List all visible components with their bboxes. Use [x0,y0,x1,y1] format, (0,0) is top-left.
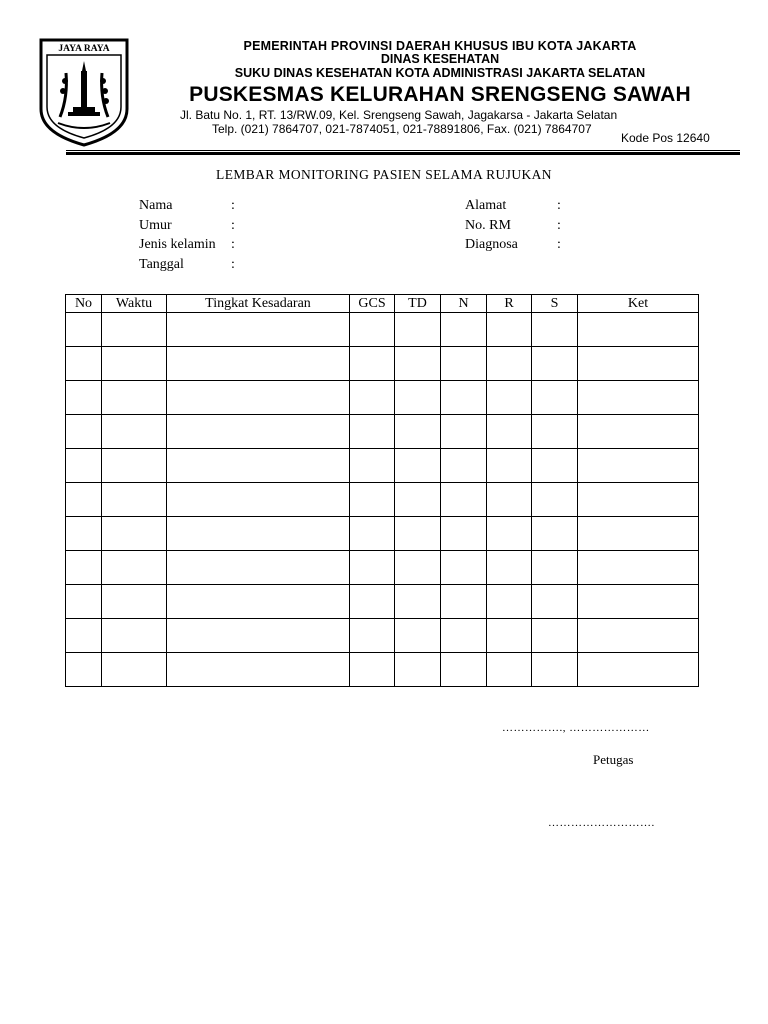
table-cell [487,313,532,347]
table-cell [167,483,350,517]
table-cell [578,483,699,517]
table-cell [66,449,102,483]
field-colon-diagnosa: : [557,237,561,252]
table-cell [66,551,102,585]
letterhead-divider-thin [66,150,740,151]
column-header-gcs: GCS [350,295,395,313]
table-cell [578,551,699,585]
jakarta-emblem-logo [38,37,130,147]
institution-name: PUSKESMAS KELURAHAN SRENGSENG SAWAH [189,83,691,106]
table-row [66,517,699,551]
table-cell [441,381,487,415]
table-row [66,415,699,449]
letterhead-divider-thick [66,152,740,155]
table-cell [532,415,578,449]
table-cell [532,653,578,687]
field-label-umur: Umur [139,218,172,233]
form-title: LEMBAR MONITORING PASIEN SELAMA RUJUKAN [216,167,552,182]
table-cell [578,653,699,687]
table-cell [102,449,167,483]
table-body [66,313,699,687]
table-cell [66,313,102,347]
table-cell [167,653,350,687]
table-cell [578,585,699,619]
table-cell [350,585,395,619]
table-cell [350,619,395,653]
table-cell [102,483,167,517]
table-cell [487,551,532,585]
field-label-no-rm: No. RM [465,218,511,233]
sub-department-header-line: SUKU DINAS KESEHATAN KOTA ADMINISTRASI JAKARTA SELATAN [234,66,646,80]
table-cell [487,517,532,551]
column-header-tingkat-kesadaran: Tingkat Kesadaran [167,295,350,313]
table-cell [350,483,395,517]
table-cell [350,449,395,483]
table-cell [532,517,578,551]
signature-date-placeholder: ……………., ………………… [502,722,650,734]
column-header-td: TD [395,295,441,313]
field-label-alamat: Alamat [465,198,507,213]
table-cell [441,415,487,449]
table-cell [487,653,532,687]
table-cell [66,483,102,517]
table-cell [441,585,487,619]
table-cell [350,313,395,347]
field-colon-no-rm: : [557,218,561,233]
field-label-jenis-kelamin: Jenis kelamin [139,237,216,252]
table-row [66,483,699,517]
table-cell [167,347,350,381]
table-cell [532,347,578,381]
column-header-n: N [441,295,487,313]
table-cell [487,347,532,381]
table-cell [578,381,699,415]
table-cell [350,347,395,381]
table-cell [167,313,350,347]
column-header-r: R [487,295,532,313]
table-cell [350,381,395,415]
column-header-ket: Ket [578,295,699,313]
table-cell [102,347,167,381]
field-colon-jenis-kelamin: : [231,237,235,252]
table-cell [532,585,578,619]
field-label-diagnosa: Diagnosa [465,237,518,252]
field-label-nama: Nama [139,198,173,213]
table-cell [395,381,441,415]
field-label-tanggal: Tanggal [139,257,184,272]
table-cell [102,551,167,585]
institution-phone: Telp. (021) 7864707, 021-7874051, 021-78891806, Fax. (021) 7864707 [212,122,592,136]
table-cell [167,585,350,619]
table-cell [441,619,487,653]
table-cell [167,517,350,551]
table-cell [578,415,699,449]
table-cell [532,619,578,653]
table-cell [102,619,167,653]
table-cell [395,517,441,551]
table-cell [102,313,167,347]
table-cell [395,347,441,381]
table-cell [395,483,441,517]
table-cell [167,415,350,449]
table-cell [102,517,167,551]
table-cell [487,585,532,619]
table-cell [102,381,167,415]
field-colon-nama: : [231,198,235,213]
table-cell [167,449,350,483]
table-cell [441,347,487,381]
table-row [66,313,699,347]
table-cell [66,415,102,449]
table-row [66,585,699,619]
table-cell [66,585,102,619]
table-cell [487,415,532,449]
table-row [66,381,699,415]
table-header-row [66,295,699,313]
table-cell [395,551,441,585]
table-cell [395,415,441,449]
table-cell [395,619,441,653]
table-cell [66,347,102,381]
table-cell [167,551,350,585]
table-cell [350,517,395,551]
table-cell [441,483,487,517]
monitoring-table [65,294,699,687]
table-cell [532,551,578,585]
table-cell [532,381,578,415]
table-cell [578,449,699,483]
table-cell [66,653,102,687]
field-colon-alamat: : [557,198,561,213]
table-row [66,619,699,653]
institution-address: Jl. Batu No. 1, RT. 13/RW.09, Kel. Srengseng Sawah, Jagakarsa - Jakarta Selatan [180,108,618,122]
table-cell [578,517,699,551]
signature-name-placeholder: ………………………. [548,817,655,829]
table-cell [350,551,395,585]
table-cell [441,517,487,551]
table-cell [395,585,441,619]
table-cell [487,619,532,653]
table-cell [441,313,487,347]
postal-code: Kode Pos 12640 [621,131,710,145]
table-row [66,449,699,483]
table-cell [66,517,102,551]
table-cell [487,381,532,415]
table-cell [532,483,578,517]
table-cell [395,313,441,347]
table-cell [102,585,167,619]
table-cell [66,619,102,653]
column-header-no: No [66,295,102,313]
table-cell [578,313,699,347]
field-colon-umur: : [231,218,235,233]
table-cell [395,449,441,483]
column-header-waktu: Waktu [102,295,167,313]
table-row [66,551,699,585]
column-header-s: S [532,295,578,313]
department-header-line: DINAS KESEHATAN [380,52,500,66]
svg-text:JAYA RAYA: JAYA RAYA [58,44,110,54]
table-cell [532,449,578,483]
field-colon-tanggal: : [231,257,235,272]
table-cell [167,381,350,415]
table-cell [441,551,487,585]
table-cell [441,449,487,483]
table-cell [102,653,167,687]
table-cell [441,653,487,687]
table-cell [532,313,578,347]
table-cell [578,619,699,653]
signature-role: Petugas [593,752,634,767]
govt-header-line: PEMERINTAH PROVINSI DAERAH KHUSUS IBU KOTA JAKARTA [243,39,637,53]
table-cell [350,653,395,687]
table-cell [350,415,395,449]
table-cell [487,483,532,517]
table-cell [487,449,532,483]
table-cell [102,415,167,449]
table-cell [66,381,102,415]
table-cell [167,619,350,653]
table-row [66,347,699,381]
table-row [66,653,699,687]
table-cell [578,347,699,381]
table-cell [395,653,441,687]
